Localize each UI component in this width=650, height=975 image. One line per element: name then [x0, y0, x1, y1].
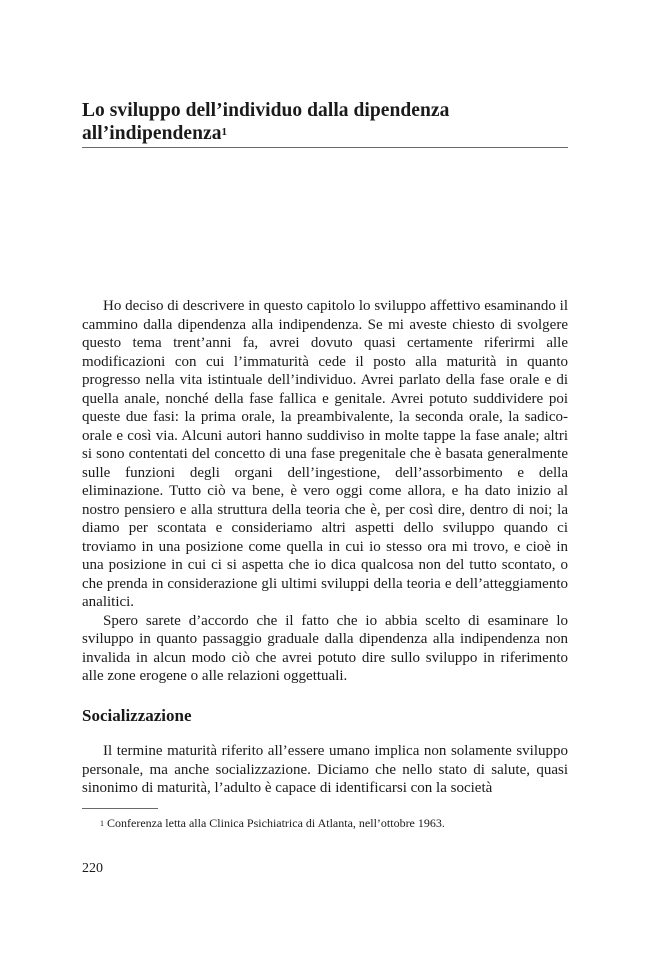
paragraph: Il termine maturità riferito all’essere umano implica non solamente sviluppo personale, ma anche socializzazione. Diciamo che nello stato di salute, quasi sinonimo di maturità, l’adulto è capace di identificarsi con la società — [82, 743, 568, 796]
page-number: 220 — [82, 861, 103, 876]
section-heading: Socializzazione — [82, 706, 192, 725]
footnote-text: Conferenza letta alla Clinica Psichiatrica di Atlanta, nell’ottobre 1963. — [107, 816, 445, 830]
title-divider — [82, 147, 568, 148]
paragraph: Spero sarete d’accordo che il fatto che io abbia scelto di esaminare lo sviluppo in quanto passaggio graduale dalla dipendenza alla indipendenza non invalida in alcun modo ciò che avrei potuto dire sullo sviluppo in riferimento alle zone erogene o alle relazioni oggettuali. — [82, 612, 568, 684]
section-text — [82, 742, 568, 798]
book-page — [82, 0, 568, 975]
footnote-reference: 1 — [221, 126, 228, 138]
footnote — [100, 816, 445, 831]
chapter-title — [82, 99, 568, 145]
footnote-marker: 1 — [100, 819, 104, 828]
footnote-divider — [82, 808, 158, 809]
chapter-title-text: Lo sviluppo dell’individuo dalla dipendenza all’indipendenza — [82, 100, 450, 144]
intro-text — [82, 297, 568, 686]
paragraph: Ho deciso di descrivere in questo capitolo lo sviluppo affettivo esaminando il cammino dalla dipendenza alla indipendenza. Se mi aveste chiesto di svolgere questo tema trent’anni fa, avrei dovuto quasi certamente riferirmi alle modificazioni con cui l’immaturità cede il posto alla maturità in quanto progresso nella vita istintuale dell’individuo. Avrei parlato della fase orale e di quella anale, nonché della fase fallica e genitale. Avrei potuto suddividere poi queste due fasi: la prima orale, la preambivalente, la seconda orale, la sadico-orale e così via. Alcuni autori hanno suddiviso in molte tappe la fase anale; altri si sono contentati del concetto di una fase pregenitale che è basata generalmente sulle funzioni degli organi dell’ingestione, dell’assorbimento e della eliminazione. Tutto ciò va bene, è vero oggi come allora, e ha dato inizio al nostro pensiero e alla struttura della teoria che è, per così dire, dentro di noi; la diamo per scontata e consideriamo altri aspetti dello sviluppo quando ci troviamo in una posizione come quella in cui io stesso ora mi trovo, e cioè in una posizione in cui ci si aspetta che io dica qualcosa non del tutto scontato, o che prenda in considerazione gli ultimi sviluppi della teoria e dell’atteggiamento analitici. — [82, 298, 568, 610]
